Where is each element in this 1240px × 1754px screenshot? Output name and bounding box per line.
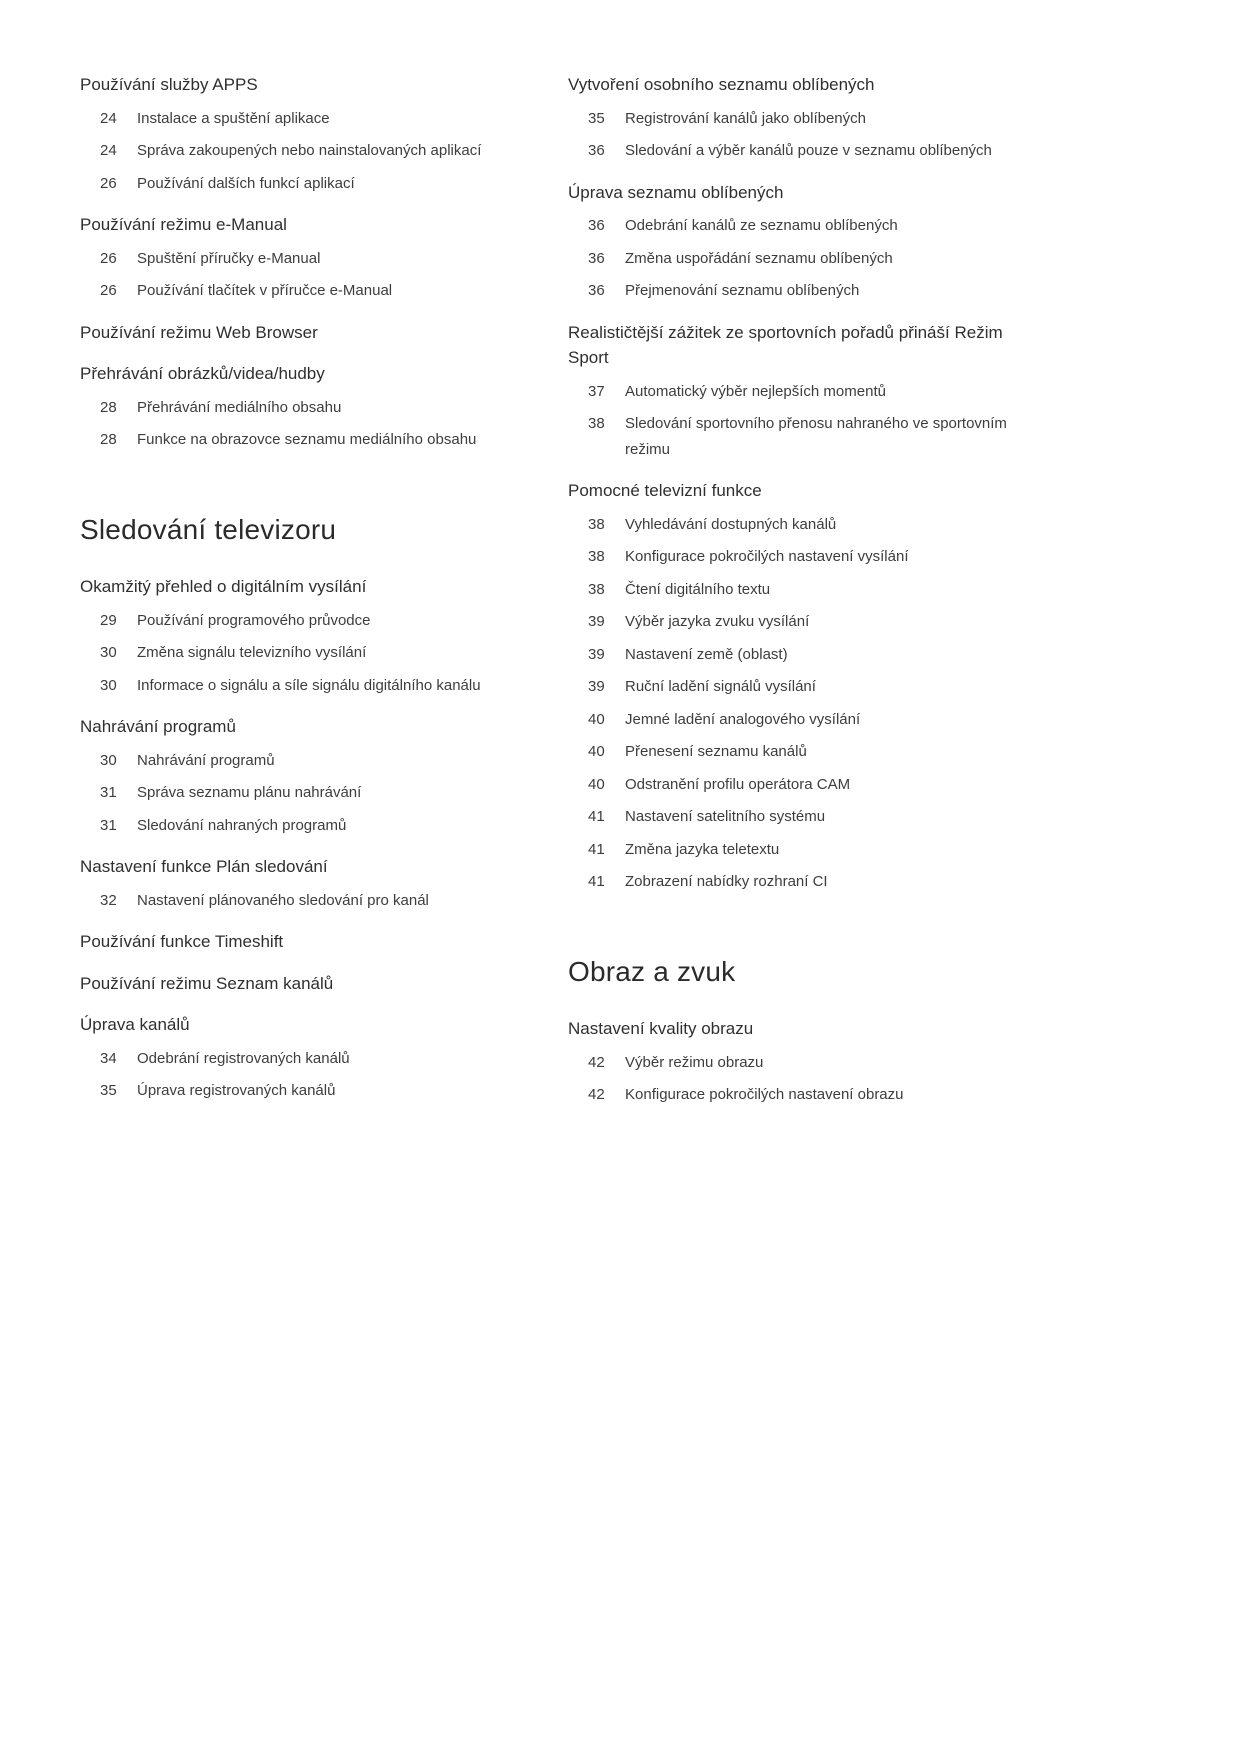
section-heading: Pomocné televizní funkce <box>568 481 762 500</box>
toc-item <box>568 577 1016 603</box>
toc-item-label: Změna uspořádání seznamu oblíbených <box>625 249 893 267</box>
toc-item-label: Nahrávání programů <box>137 751 275 769</box>
toc-item-page-number: 32 <box>100 891 117 909</box>
toc-item <box>568 707 1016 733</box>
toc-item-label: Přejmenování seznamu oblíbených <box>625 282 860 299</box>
toc-column-left <box>80 72 522 1111</box>
toc-item <box>80 278 522 304</box>
section-heading: Přehrávání obrázků/videa/hudby <box>80 364 325 383</box>
toc-item-page-number: 38 <box>588 548 605 565</box>
toc-item-label: Používání programového průvodce <box>137 611 371 629</box>
toc-item-page-number: 38 <box>588 580 605 598</box>
toc-item-label: Změna signálu televizního vysílání <box>137 644 367 662</box>
toc-item-label: Zobrazení nabídky rozhraní CI <box>625 873 828 890</box>
toc-item-page-number: 41 <box>588 840 605 858</box>
toc-item <box>80 171 522 197</box>
toc-item-label: Správa seznamu plánu nahrávání <box>137 784 362 802</box>
toc-item <box>80 888 522 914</box>
toc-item-label: Používání tlačítek v příručce e-Manual <box>137 282 393 299</box>
toc-item <box>568 804 1016 830</box>
toc-item-label: Nastavení země (oblast) <box>625 645 788 663</box>
toc-item-label: Instalace a spuštění aplikace <box>137 109 330 127</box>
toc-item <box>80 813 522 839</box>
toc-item <box>568 739 1016 765</box>
toc-item <box>568 642 1016 668</box>
toc-item <box>80 640 522 666</box>
toc-item-page-number: 29 <box>100 611 117 629</box>
toc-item <box>568 106 1016 132</box>
toc-columns <box>80 72 1160 1115</box>
toc-item-label: Výběr jazyka zvuku vysílání <box>625 613 810 630</box>
toc-item <box>568 411 1016 462</box>
toc-item-label: Přenesení seznamu kanálů <box>625 743 807 760</box>
toc-item-page-number: 26 <box>100 249 117 267</box>
toc-item-label: Sledování nahraných programů <box>137 816 347 834</box>
toc-item-label: Změna jazyka teletextu <box>625 840 780 858</box>
section-heading: Okamžitý přehled o digitálním vysílání <box>80 577 367 597</box>
toc-item-page-number: 30 <box>100 644 117 662</box>
toc-item-page-number: 31 <box>100 784 117 802</box>
section-heading: Realističtější zážitek ze sportovních pořadů přináší Režim Sport <box>568 322 1003 367</box>
toc-item-label: Úprava registrovaných kanálů <box>137 1082 336 1100</box>
toc-item-label: Používání dalších funkcí aplikací <box>137 174 355 192</box>
toc-item-page-number: 31 <box>100 816 117 834</box>
toc-item-page-number: 40 <box>588 710 605 728</box>
toc-item-label: Informace o signálu a síle signálu digitálního kanálu <box>137 676 481 694</box>
toc-item <box>80 608 522 634</box>
section-heading: Nastavení kvality obrazu <box>568 1019 754 1039</box>
toc-item-label: Odebrání registrovaných kanálů <box>137 1049 350 1067</box>
toc-item-page-number: 30 <box>100 676 117 694</box>
section-heading: Používání funkce Timeshift <box>80 932 284 952</box>
section-heading: Používání režimu Web Browser <box>80 322 318 342</box>
section-heading: Úprava seznamu oblíbených <box>568 182 784 202</box>
toc-item <box>80 246 522 272</box>
toc-item <box>568 772 1016 798</box>
section-heading: Používání režimu e-Manual <box>80 215 287 234</box>
toc-item-page-number: 26 <box>100 174 117 192</box>
toc-item <box>80 138 522 164</box>
toc-item-label: Sledování a výběr kanálů pouze v seznamu oblíbených <box>625 142 992 159</box>
toc-item-label: Konfigurace pokročilých nastavení obrazu <box>625 1086 904 1104</box>
toc-item-label: Čtení digitálního textu <box>625 580 771 598</box>
toc-item-page-number: 30 <box>100 751 117 769</box>
toc-item-page-number: 36 <box>588 217 605 234</box>
toc-column-right <box>568 72 1016 1115</box>
toc-item-page-number: 26 <box>100 282 117 299</box>
toc-item <box>568 246 1016 272</box>
toc-item-page-number: 35 <box>100 1082 117 1100</box>
toc-item <box>80 1046 522 1072</box>
toc-item <box>80 427 522 453</box>
toc-item <box>568 869 1016 895</box>
toc-item-label: Spuštění příručky e-Manual <box>137 249 321 267</box>
toc-item-label: Funkce na obrazovce seznamu mediálního obsahu <box>137 431 477 448</box>
toc-item-page-number: 36 <box>588 142 605 159</box>
toc-item-page-number: 40 <box>588 743 605 760</box>
toc-item-page-number: 24 <box>100 142 117 159</box>
toc-item <box>568 609 1016 635</box>
toc-item-page-number: 28 <box>100 398 117 416</box>
toc-item-page-number: 37 <box>588 382 605 400</box>
toc-item <box>568 674 1016 700</box>
section-heading: Úprava kanálů <box>80 1015 190 1035</box>
toc-item <box>80 748 522 774</box>
toc-item <box>80 395 522 421</box>
toc-item-label: Vyhledávání dostupných kanálů <box>625 515 837 533</box>
toc-item-label: Výběr režimu obrazu <box>625 1053 764 1071</box>
section-heading: Používání služby APPS <box>80 75 258 94</box>
toc-item <box>568 1082 1016 1108</box>
toc-item-page-number: 40 <box>588 775 605 793</box>
toc-item-label: Odstranění profilu operátora CAM <box>625 775 851 793</box>
toc-item-label: Registrování kanálů jako oblíbených <box>625 109 866 127</box>
toc-item-page-number: 36 <box>588 282 605 299</box>
section-heading: Vytvoření osobního seznamu oblíbených <box>568 75 875 94</box>
toc-item <box>80 673 522 699</box>
toc-item-page-number: 41 <box>588 808 605 825</box>
toc-item-label: Ruční ladění signálů vysílání <box>625 678 816 695</box>
toc-item <box>568 138 1016 164</box>
toc-item <box>568 544 1016 570</box>
toc-item-page-number: 36 <box>588 249 605 267</box>
toc-item-page-number: 39 <box>588 645 605 663</box>
toc-item-page-number: 42 <box>588 1053 605 1071</box>
section-heading: Nastavení funkce Plán sledování <box>80 857 328 877</box>
toc-item <box>568 278 1016 304</box>
toc-item <box>568 837 1016 863</box>
toc-item <box>568 379 1016 405</box>
toc-item-page-number: 24 <box>100 109 117 127</box>
toc-item-page-number: 38 <box>588 415 605 432</box>
toc-item <box>80 106 522 132</box>
toc-item-page-number: 38 <box>588 515 605 533</box>
toc-item <box>568 213 1016 239</box>
toc-item-label: Automatický výběr nejlepších momentů <box>625 382 886 400</box>
section-heading: Používání režimu Seznam kanálů <box>80 973 334 993</box>
toc-item-label: Sledování sportovního přenosu nahraného ve sportovním režimu <box>625 415 1007 458</box>
section-heading: Nahrávání programů <box>80 717 236 737</box>
toc-item <box>80 780 522 806</box>
toc-item <box>80 1078 522 1104</box>
toc-item-page-number: 41 <box>588 873 605 890</box>
toc-item <box>568 512 1016 538</box>
toc-item-label: Konfigurace pokročilých nastavení vysílání <box>625 548 909 565</box>
chapter-heading: Obraz a zvuk <box>568 955 736 987</box>
toc-item-page-number: 28 <box>100 431 117 448</box>
toc-item-label: Nastavení satelitního systému <box>625 808 826 825</box>
toc-item <box>568 1050 1016 1076</box>
toc-item-label: Správa zakoupených nebo nainstalovaných aplikací <box>137 142 482 159</box>
chapter-heading: Sledování televizoru <box>80 513 337 545</box>
toc-item-page-number: 35 <box>588 109 605 127</box>
toc-item-label: Jemné ladění analogového vysílání <box>625 710 861 728</box>
toc-item-label: Nastavení plánovaného sledování pro kanál <box>137 891 429 909</box>
toc-item-label: Odebrání kanálů ze seznamu oblíbených <box>625 217 898 234</box>
toc-item-page-number: 39 <box>588 613 605 630</box>
toc-item-page-number: 39 <box>588 678 605 695</box>
toc-item-label: Přehrávání mediálního obsahu <box>137 398 342 416</box>
toc-item-page-number: 42 <box>588 1086 605 1104</box>
toc-item-page-number: 34 <box>100 1049 117 1067</box>
